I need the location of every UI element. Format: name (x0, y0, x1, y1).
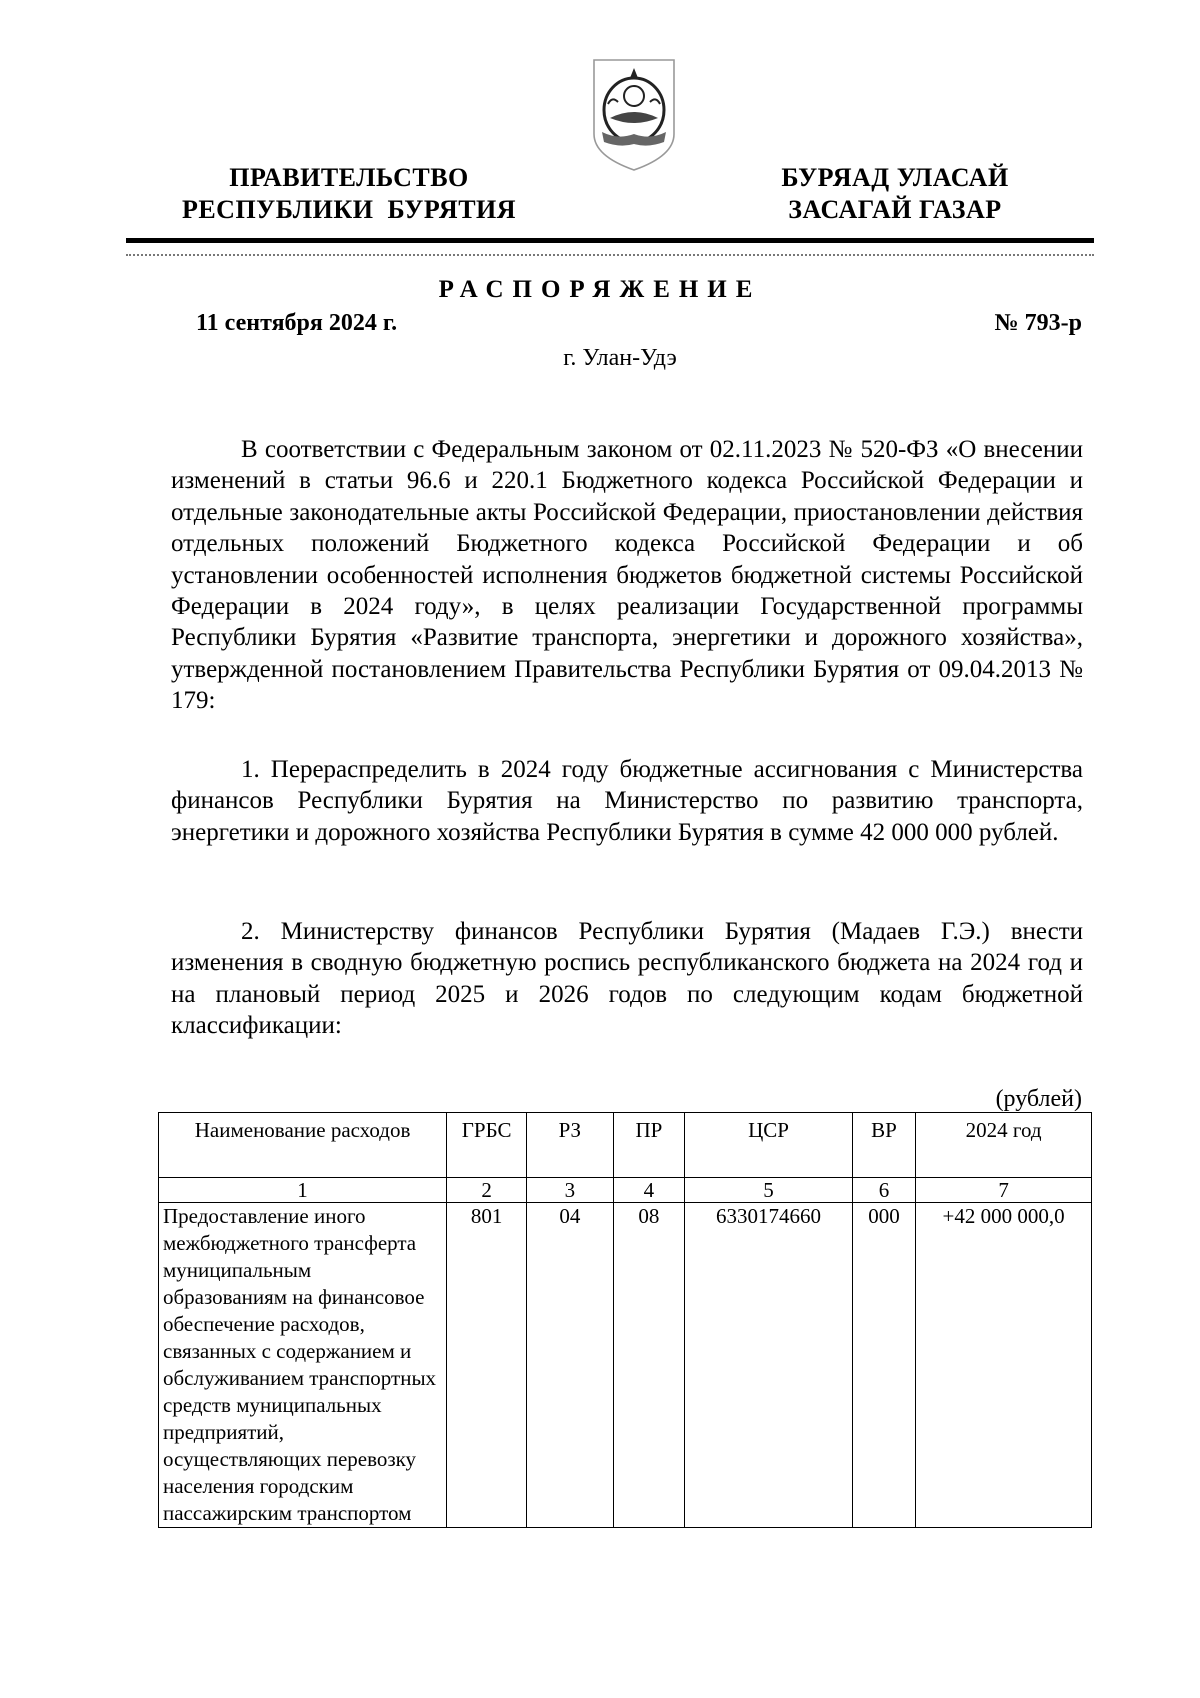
document-type: РАСПОРЯЖЕНИЕ (438, 276, 762, 303)
document-date: 11 сентября 2024 г. (196, 310, 398, 336)
row-rz: 04 (527, 1203, 613, 1528)
gov-left-line-2: РЕСПУБЛИКИ БУРЯТИЯ (181, 195, 517, 224)
table-column-numbers-row (159, 1178, 1092, 1203)
gov-right-line-1: БУРЯАД УЛАСАЙ (781, 163, 1009, 192)
row-amount: +42 000 000,0 (916, 1203, 1092, 1528)
header-amount: 2024 год (916, 1113, 1092, 1178)
header-divider-thin (126, 254, 1094, 256)
table-row (159, 1203, 1092, 1528)
table-unit-label: (рублей) (995, 1086, 1082, 1112)
column-number: 4 (613, 1178, 685, 1203)
header-name: Наименование расходов (159, 1113, 447, 1178)
gov-right-line-2: ЗАСАГАЙ ГАЗАР (788, 195, 1002, 224)
row-grbs: 801 (447, 1203, 527, 1528)
gov-left-line-1: ПРАВИТЕЛЬСТВО (229, 163, 469, 192)
header-vr: ВР (852, 1113, 915, 1178)
government-name-buryat (745, 162, 1045, 226)
header-rz: РЗ (527, 1113, 613, 1178)
coat-of-arms-icon (588, 56, 680, 174)
table-header-row (159, 1113, 1092, 1178)
row-csr: 6330174660 (685, 1203, 852, 1528)
item-2-paragraph: 2. Министерству финансов Республики Бурятия (Мадаев Г.Э.) внести изменения в сводную бюджетную роспись республиканского бюджета на 2024 год и на плановый период 2025 и 2026 годов по следующим кодам бюджетной классификации: (171, 918, 1083, 1040)
budget-table (158, 1112, 1092, 1528)
government-name-russian (160, 162, 538, 226)
header-divider-thick (126, 238, 1094, 243)
item-1-paragraph: 1. Перераспределить в 2024 году бюджетные ассигнования с Министерства финансов Республики Бурятия на Министерство по развитию транспорта, энергетики и дорожного хозяйства Республики Бурятия в сумме 42 000 000 рублей. (171, 756, 1083, 846)
column-number: 6 (852, 1178, 915, 1203)
column-number: 5 (685, 1178, 852, 1203)
column-number: 3 (527, 1178, 613, 1203)
header-csr: ЦСР (685, 1113, 852, 1178)
column-number: 7 (916, 1178, 1092, 1203)
row-name: Предоставление иного межбюджетного трансферта муниципальным образованиям на финансовое обеспечение расходов, связанных с содержанием и обслуживанием транспортных средств муниципальных предприятий, осуществляющих перевозку населения городским пассажирским транспортом (159, 1203, 447, 1528)
document-number: № 793-р (994, 310, 1082, 336)
column-number: 2 (447, 1178, 527, 1203)
document-city: г. Улан-Удэ (563, 345, 677, 371)
header-grbs: ГРБС (447, 1113, 527, 1178)
row-pr: 08 (613, 1203, 685, 1528)
column-number: 1 (159, 1178, 447, 1203)
preamble-paragraph: В соответствии с Федеральным законом от 02.11.2023 № 520-ФЗ «О внесении изменений в статьи 96.6 и 220.1 Бюджетного кодекса Российской Федерации и отдельные законодательные акты Российской Федерации, приостановлении действия отдельных положений Бюджетного кодекса Российской Федерации и об установлении особенностей исполнения бюджетов бюджетной системы Российской Федерации в 2024 году», в целях реализации Государственной программы Республики Бурятия «Развитие транспорта, энергетики и дорожного хозяйства», утвержденной постановлением Правительства Республики Бурятия от 09.04.2013 № 179: (171, 436, 1083, 715)
row-vr: 000 (852, 1203, 915, 1528)
header-pr: ПР (613, 1113, 685, 1178)
